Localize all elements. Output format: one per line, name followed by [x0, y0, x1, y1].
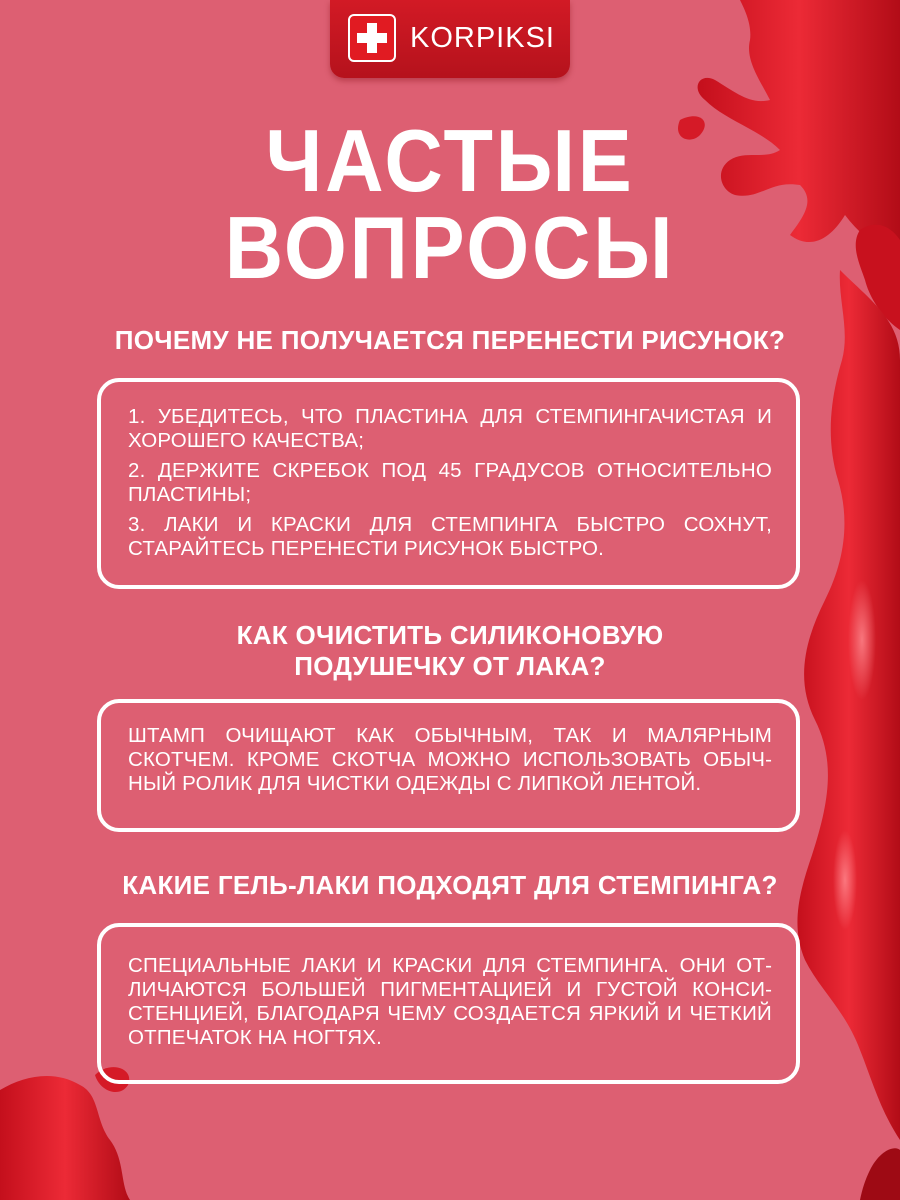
- faq-answer-box-3: [97, 923, 800, 1084]
- faq-answer-box-2: [97, 699, 800, 832]
- faq-question-1: ПОЧЕМУ НЕ ПОЛУЧАЕТСЯ ПЕРЕНЕСТИ РИСУНОК?: [114, 325, 786, 355]
- faq-answer-box-1: [97, 378, 800, 589]
- faq-question-2-line-1: КАК ОЧИСТИТЬ СИЛИКОНОВУЮ: [236, 620, 664, 650]
- faq-answer-2: ШТАМП ОЧИЩАЮТ КАК ОБЫЧНЫМ, ТАК И МАЛЯРНЫМ СКОТЧЕМ. КРОМЕ СКОТЧА МОЖНО ИСПОЛЬЗОВАТЬ ОБЫЧНЫЙ РОЛИК ДЛЯ ЧИСТКИ ОДЕЖДЫ С ЛИПКОЙ ЛЕНТОЙ.: [128, 724, 772, 795]
- brand-name: KORPIKSI: [410, 22, 555, 54]
- faq-answer-1-item-1: 1. УБЕДИТЕСЬ, ЧТО ПЛАСТИНА ДЛЯ СТЕМПИНГАЧИСТАЯ И ХОРОШЕГО КАЧЕСТВА;: [128, 405, 772, 452]
- page-title-line-1: ЧАСТЫЕ: [265, 111, 635, 210]
- brand-logo: [330, 0, 570, 78]
- medical-cross-icon: [348, 14, 396, 62]
- faq-answer-1-item-3: 3. ЛАКИ И КРАСКИ ДЛЯ СТЕМПИНГА БЫСТРО СОХНУТ, СТАРАЙТЕСЬ ПЕРЕНЕСТИ РИСУНОК БЫСТРО.: [128, 513, 772, 560]
- faq-question-2-line-2: ПОДУШЕЧКУ ОТ ЛАКА?: [294, 651, 606, 681]
- faq-answer-3: СПЕЦИАЛЬНЫЕ ЛАКИ И КРАСКИ ДЛЯ СТЕМПИНГА. ОНИ ОТЛИЧАЮТСЯ БОЛЬШЕЙ ПИГМЕНТАЦИЕЙ И ГУСТОЙ КОНСИСТЕНЦИЕЙ, БЛАГОДАРЯ ЧЕМУ СОЗДАЕТСЯ ЯРКИЙ И ЧЕТКИЙ ОТПЕЧАТОК НА НОГТЯХ.: [128, 954, 772, 1049]
- faq-answer-1-item-2: 2. ДЕРЖИТЕ СКРЕБОК ПОД 45 ГРАДУСОВ ОТНОСИТЕЛЬНО ПЛАСТИНЫ;: [128, 459, 772, 506]
- page-title-line-2: ВОПРОСЫ: [224, 198, 676, 297]
- faq-question-3: КАКИЕ ГЕЛЬ-ЛАКИ ПОДХОДЯТ ДЛЯ СТЕМПИНГА?: [122, 870, 778, 900]
